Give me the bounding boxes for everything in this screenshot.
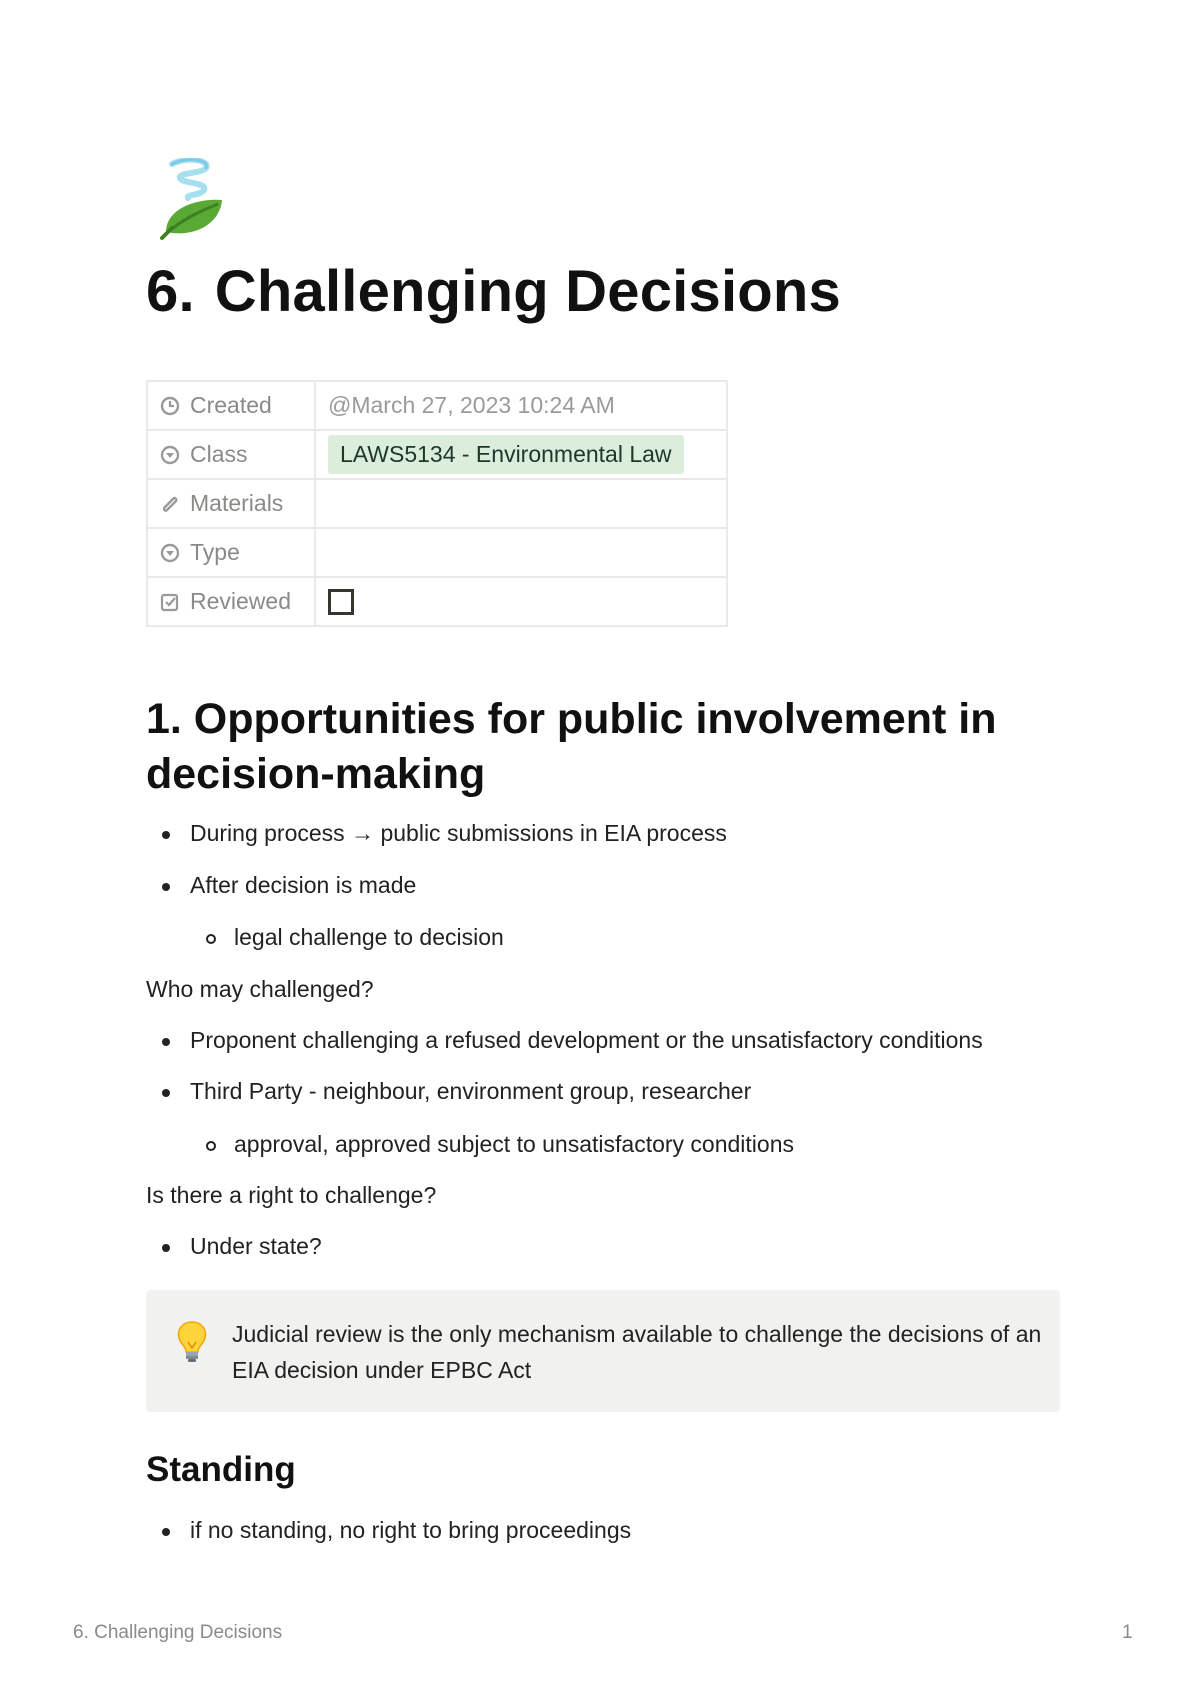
callout xyxy=(146,1290,1060,1412)
list-item: Under state? xyxy=(190,1233,322,1259)
bullet-dot xyxy=(162,1038,170,1046)
property-value-class[interactable] xyxy=(315,430,727,479)
paragraph: Is there a right to challenge? xyxy=(146,1182,437,1208)
checkbox-property-icon xyxy=(160,592,180,612)
property-label: Reviewed xyxy=(190,588,291,614)
sub-list-item: legal challenge to decision xyxy=(234,924,504,950)
bullet-dot xyxy=(162,883,170,891)
section-heading-standing: Standing xyxy=(146,1450,296,1489)
list-item: During process → public submissions in EIA process xyxy=(190,820,727,846)
list-item: Third Party - neighbour, environment group, researcher xyxy=(190,1078,752,1104)
list-item: if no standing, no right to bring proceedings xyxy=(190,1517,632,1543)
property-row-materials xyxy=(147,479,727,528)
property-value-reviewed xyxy=(315,577,727,626)
section-heading-public-involvement: 1. Opportunities for public involvement in decision-making xyxy=(146,695,997,798)
page-title xyxy=(146,258,841,325)
lightbulb-icon xyxy=(176,1320,208,1364)
property-value-materials[interactable] xyxy=(315,479,727,528)
page-title-text: Challenging Decisions xyxy=(214,259,841,324)
property-label: Class xyxy=(190,441,248,467)
bullet-dot xyxy=(162,1089,170,1097)
property-row-class xyxy=(147,430,727,479)
property-key xyxy=(147,577,315,626)
sub-bullet-circle xyxy=(206,1141,216,1151)
footer-title: 6. Challenging Decisions xyxy=(73,1622,283,1643)
sub-list-item: approval, approved subject to unsatisfactory conditions xyxy=(234,1131,794,1157)
callout-text: Judicial review is the only mechanism available to challenge the decisions of an EIA decision under EPBC Act xyxy=(232,1321,1042,1383)
bullet-dot xyxy=(162,1528,170,1536)
property-key xyxy=(147,430,315,479)
footer-page-number: 1 xyxy=(1122,1622,1133,1643)
property-key xyxy=(147,528,315,577)
property-label: Created xyxy=(190,392,272,418)
property-value-created[interactable]: @March 27, 2023 10:24 AM xyxy=(315,381,727,430)
paragraph: Who may challenged? xyxy=(146,976,374,1002)
attachment-icon xyxy=(160,494,180,514)
property-row-type xyxy=(147,528,727,577)
property-row-created xyxy=(147,381,727,430)
page-title-number: 6. xyxy=(146,259,195,324)
property-value-type[interactable] xyxy=(315,528,727,577)
reviewed-checkbox[interactable] xyxy=(328,589,354,615)
bullet-dot xyxy=(162,1244,170,1252)
property-row-reviewed xyxy=(147,577,727,626)
property-label: Materials xyxy=(190,490,284,516)
property-key xyxy=(147,479,315,528)
list-item: Proponent challenging a refused development or the unsatisfactory conditions xyxy=(190,1027,983,1053)
class-tag[interactable]: LAWS5134 - Environmental Law xyxy=(328,435,684,474)
sub-bullet-circle xyxy=(206,934,216,944)
select-icon xyxy=(160,543,180,563)
property-label: Type xyxy=(190,539,240,565)
properties-table xyxy=(146,380,728,627)
bullet-dot xyxy=(162,831,170,839)
select-icon xyxy=(160,445,180,465)
list-item: After decision is made xyxy=(190,872,417,898)
tornado-leaf-icon xyxy=(158,158,230,242)
property-key xyxy=(147,381,315,430)
clock-icon xyxy=(160,396,180,416)
